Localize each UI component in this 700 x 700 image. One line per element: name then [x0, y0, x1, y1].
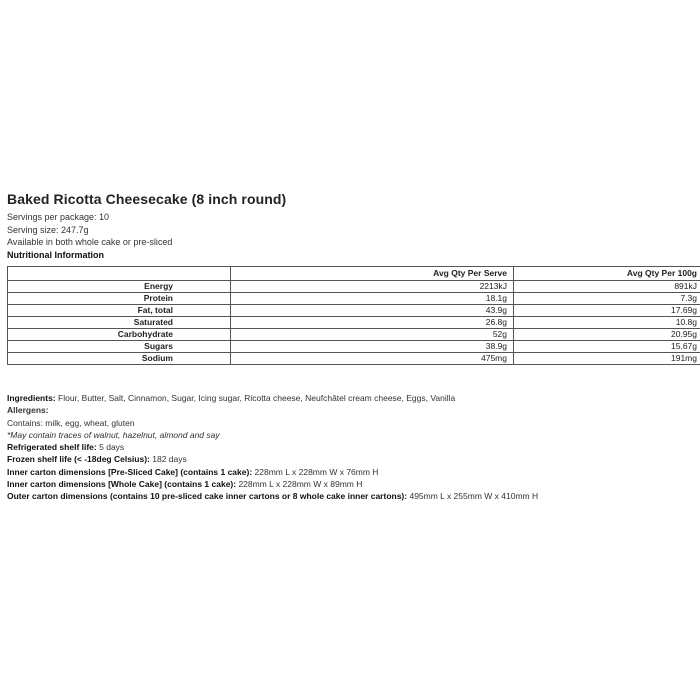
- product-info-document: [7, 190, 700, 503]
- per-serve-value: 52g: [231, 329, 514, 341]
- per-serve-value: 2213kJ: [231, 281, 514, 293]
- nutrient-label: Sodium: [8, 353, 231, 365]
- availability-note: Available in both whole cake or pre-sliced: [7, 237, 173, 247]
- header-per-100g: Avg Qty Per 100g: [514, 267, 700, 281]
- per-serve-value: 38.9g: [231, 341, 514, 353]
- inner-whole-line: [7, 478, 700, 490]
- refrigerated-value: 5 days: [99, 442, 125, 453]
- nutrition-table-header-row: [8, 267, 700, 281]
- ingredients-text: Flour, Butter, Salt, Cinnamon, Sugar, Icing sugar, Ricotta cheese, Neufchâtel cream cheese, Eggs, Vanilla: [58, 393, 456, 403]
- nutrient-label: Carbohydrate: [8, 329, 231, 341]
- table-row: [8, 341, 700, 353]
- outer-line: [7, 490, 700, 502]
- allergens-text: Contains: milk, egg, wheat, gluten: [7, 417, 135, 428]
- frozen-label: Frozen shelf life (< -18deg Celsius):: [7, 454, 150, 465]
- table-row: [8, 317, 700, 329]
- nutrition-table: [7, 266, 700, 365]
- nutrient-label: Sugars: [8, 341, 231, 353]
- refrigerated-label: Refrigerated shelf life:: [7, 442, 97, 453]
- servings-per-package: Servings per package: 10: [7, 212, 110, 222]
- per-100g-value: 10.8g: [514, 317, 700, 329]
- ingredients-label: Ingredients:: [7, 393, 56, 403]
- allergens-label: Allergens:: [7, 405, 49, 416]
- outer-value: 495mm L x 255mm W x 410mm H: [409, 491, 539, 502]
- per-100g-value: 17.69g: [514, 305, 700, 317]
- product-details: [7, 392, 700, 503]
- frozen-value: 182 days: [152, 454, 187, 465]
- per-100g-value: 15.67g: [514, 341, 700, 353]
- inner-sliced-line: [7, 466, 700, 478]
- refrigerated-line: [7, 441, 700, 453]
- ingredients-line: [7, 392, 700, 404]
- per-100g-value: 191mg: [514, 353, 700, 365]
- outer-label: Outer carton dimensions (contains 10 pre-sliced cake inner cartons or 8 whole cake inner cartons):: [7, 491, 408, 502]
- inner-sliced-label: Inner carton dimensions [Pre-Sliced Cake] (contains 1 cake):: [7, 466, 253, 477]
- per-100g-value: 891kJ: [514, 281, 700, 293]
- nutrient-label: Saturated: [8, 317, 231, 329]
- nutrient-label: Energy: [8, 281, 231, 293]
- inner-whole-label: Inner carton dimensions [Whole Cake] (contains 1 cake):: [7, 479, 237, 490]
- serving-size: Serving size: 247.7g: [7, 224, 89, 235]
- per-serve-value: 18.1g: [231, 293, 514, 305]
- per-serve-value: 475mg: [231, 353, 514, 365]
- inner-whole-value: 228mm L x 228mm W x 89mm H: [238, 479, 363, 490]
- per-serve-value: 26.8g: [231, 317, 514, 329]
- nutrient-label: Fat, total: [8, 305, 231, 317]
- header-per-serve: Avg Qty Per Serve: [231, 267, 514, 281]
- nutrient-label: Protein: [8, 293, 231, 305]
- table-row: [8, 305, 700, 317]
- nutrition-heading: Nutritional Information: [7, 249, 104, 260]
- table-row: [8, 353, 700, 365]
- inner-sliced-value: 228mm L x 228mm W x 76mm H: [254, 466, 379, 477]
- table-row: [8, 293, 700, 305]
- allergens-note: *May contain traces of walnut, hazelnut, almond and say: [7, 429, 220, 440]
- per-100g-value: 7.3g: [514, 293, 700, 305]
- frozen-line: [7, 453, 700, 465]
- table-row: [8, 329, 700, 341]
- per-serve-value: 43.9g: [231, 305, 514, 317]
- per-100g-value: 20.95g: [514, 329, 700, 341]
- header-nutrient: [8, 267, 231, 281]
- product-title: Baked Ricotta Cheesecake (8 inch round): [7, 191, 287, 207]
- table-row: [8, 281, 700, 293]
